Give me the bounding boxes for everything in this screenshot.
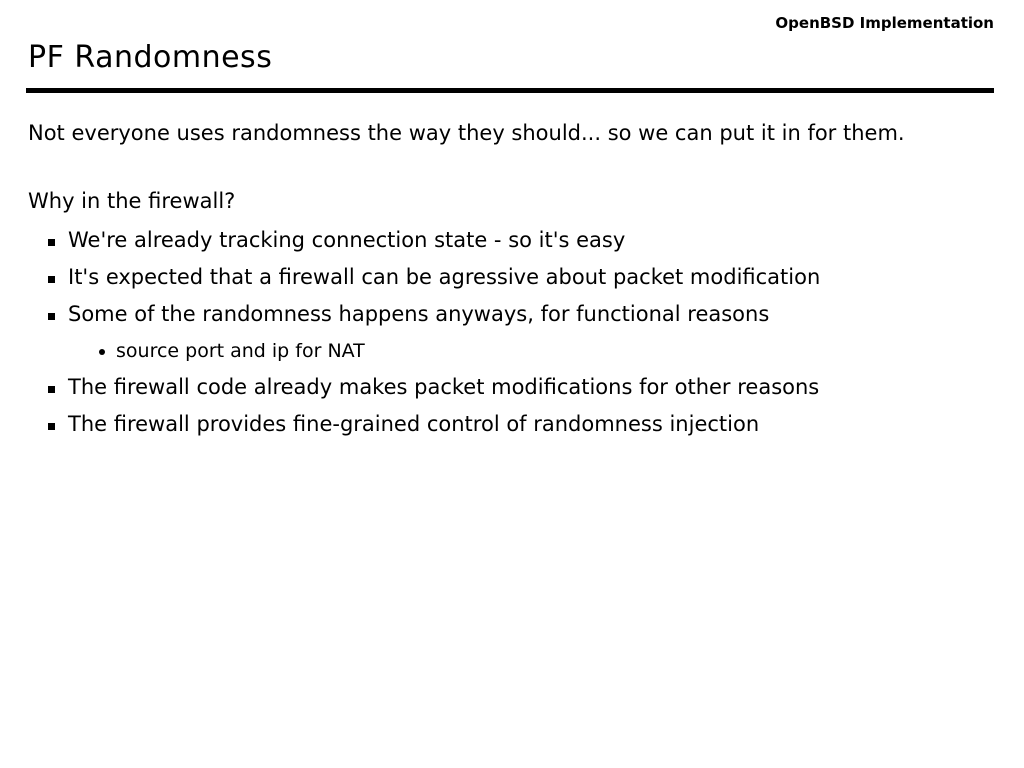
list-item xyxy=(46,222,1003,259)
list-item-label: Some of the randomness happens anyways, for functional reasons xyxy=(68,302,770,326)
square-bullet-icon xyxy=(48,386,55,393)
title-divider xyxy=(26,88,994,93)
square-bullet-icon xyxy=(48,276,55,283)
sub-list-item-label: source port and ip for NAT xyxy=(116,340,365,362)
page-title: PF Randomness xyxy=(28,40,273,75)
square-bullet-icon xyxy=(48,313,55,320)
list-item-label: It's expected that a firewall can be agressive about packet modification xyxy=(68,265,821,289)
dot-bullet-icon xyxy=(99,349,105,355)
list-item xyxy=(46,259,1003,296)
lead-paragraph: Not everyone uses randomness the way they should... so we can put it in for them. xyxy=(28,121,905,145)
list-item xyxy=(46,369,1003,406)
sub-bullet-list xyxy=(68,333,1003,369)
list-item-label: The firewall code already makes packet modifications for other reasons xyxy=(68,375,820,399)
slide-body xyxy=(28,118,1003,443)
list-item xyxy=(46,406,1003,443)
square-bullet-icon xyxy=(48,423,55,430)
sub-list-item xyxy=(96,333,1003,369)
square-bullet-icon xyxy=(48,239,55,246)
question-heading: Why in the firewall? xyxy=(28,189,236,213)
list-item xyxy=(46,296,1003,369)
bullet-list xyxy=(28,222,1003,443)
list-item-label: The firewall provides fine-grained control of randomness injection xyxy=(68,412,760,436)
presentation-section-label: OpenBSD Implementation xyxy=(775,14,994,32)
list-item-label: We're already tracking connection state - so it's easy xyxy=(68,228,626,252)
